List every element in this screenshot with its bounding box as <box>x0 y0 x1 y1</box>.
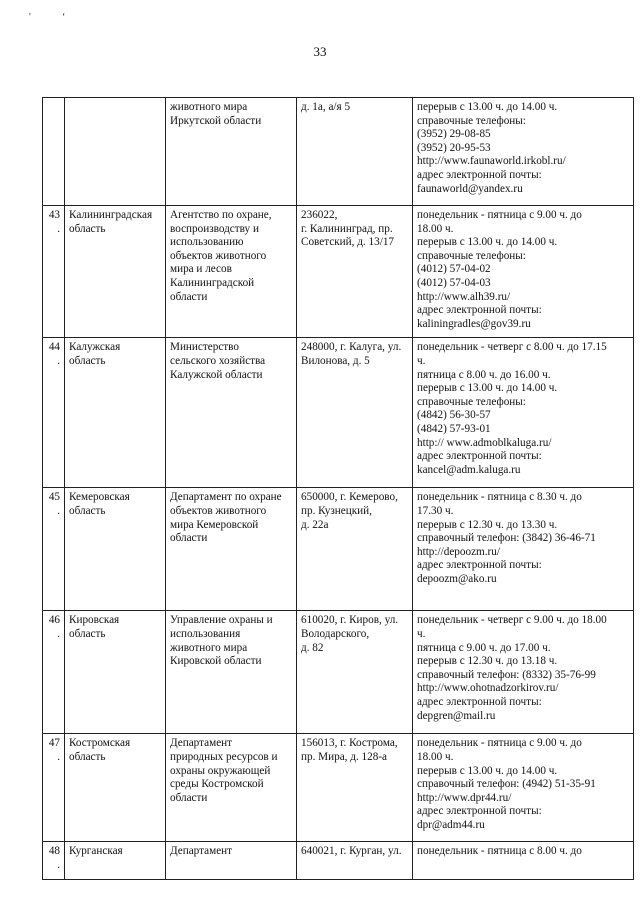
contacts-cell-line: ч. <box>417 354 426 367</box>
contacts-cell-line: адрес электронной почты: <box>417 559 542 572</box>
contacts-cell-line: (4842) 57-93-01 <box>417 422 491 435</box>
table-row <box>43 488 634 611</box>
address-cell <box>297 611 413 734</box>
agency-cell-line: Департамент <box>170 845 233 858</box>
contacts-cell-line: ч. <box>417 627 426 640</box>
agency-cell-line: охраны окружающей <box>170 764 271 777</box>
agency-cell <box>166 842 297 879</box>
contacts-cell-line: перерыв с 12.30 ч. до 13.30 ч. <box>417 518 558 531</box>
contacts-cell-line: пятница с 9.00 ч. до 17.00 ч. <box>417 641 551 654</box>
table-row <box>43 98 634 206</box>
agency-cell <box>166 734 297 842</box>
address-cell <box>297 734 413 842</box>
region-cell-line: область <box>69 354 106 367</box>
contacts-cell-line: depgren@mail.ru <box>417 709 496 722</box>
agency-cell-line: области <box>170 290 208 303</box>
contacts-cell-line: перерыв с 12.30 ч. до 13.18 ч. <box>417 655 558 668</box>
contacts-cell-line: http://www.faunaworld.irkobl.ru/ <box>417 155 566 168</box>
agency-cell-line: Управление охраны и <box>170 614 273 627</box>
contacts-cell-line: понедельник - четверг с 9.00 ч. до 18.00 <box>417 614 607 627</box>
region-cell-line: область <box>69 504 106 517</box>
row-number: 47. <box>43 734 65 842</box>
agency-cell-line: Департамент по охране <box>170 491 282 504</box>
region-cell-line: Калининградская <box>69 209 153 221</box>
agency-cell-line: использования <box>170 627 241 640</box>
address-cell <box>297 206 413 338</box>
contacts-cell <box>413 98 634 206</box>
contacts-cell-line: (3952) 20-95-53 <box>417 141 491 154</box>
contacts-cell-line: справочный телефон: (8332) 35-76-99 <box>417 668 596 681</box>
row-number: 45. <box>43 488 65 611</box>
agency-cell-line: объектов животного <box>170 249 267 262</box>
region-cell <box>65 206 166 338</box>
address-cell <box>297 98 413 206</box>
address-cell <box>297 338 413 488</box>
contacts-cell-line: понедельник - пятница с 8.00 ч. до <box>417 845 582 858</box>
agency-cell-line: области <box>170 791 208 804</box>
row-number: 48. <box>43 842 65 879</box>
table-row <box>43 206 634 338</box>
address-cell-line: Советский, д. 13/17 <box>301 236 395 249</box>
contacts-cell <box>413 488 634 611</box>
table-row <box>43 842 634 879</box>
contacts-cell-line: адрес электронной почты: <box>417 805 542 818</box>
contacts-cell-line: справочный телефон: (3842) 36-46-71 <box>417 532 596 545</box>
contacts-cell-line: справочный телефон: (4942) 51-35-91 <box>417 778 596 791</box>
region-cell <box>65 842 166 879</box>
region-cell-line: Курганская <box>69 845 123 858</box>
contacts-cell-line: kancel@adm.kaluga.ru <box>417 463 521 476</box>
contacts-cell-line: 18.00 ч. <box>417 222 454 235</box>
agency-cell <box>166 206 297 338</box>
contacts-cell <box>413 611 634 734</box>
contacts-cell <box>413 338 634 488</box>
scan-mark-right: ‘ <box>62 12 66 23</box>
region-cell <box>65 338 166 488</box>
contacts-cell <box>413 734 634 842</box>
contacts-cell-line: перерыв с 13.00 ч. до 14.00 ч. <box>417 382 558 395</box>
agency-cell-line: воспроизводству и <box>170 222 259 235</box>
registry-body <box>43 98 634 880</box>
row-number: 44. <box>43 338 65 488</box>
contacts-cell-line: 18.00 ч. <box>417 750 454 763</box>
address-cell-line: 248000, г. Калуга, ул. <box>301 341 402 354</box>
contacts-cell-line: (4012) 57-04-03 <box>417 276 491 289</box>
contacts-cell-line: справочные телефоны: <box>417 395 526 408</box>
contacts-cell-line: понедельник - четверг с 8.00 ч. до 17.15 <box>417 341 607 354</box>
agency-cell <box>166 98 297 206</box>
contacts-cell-line: перерыв с 13.00 ч. до 14.00 ч. <box>417 764 558 777</box>
contacts-cell-line: http://www.ohotnadzorkirov.ru/ <box>417 682 559 695</box>
contacts-cell-line: http:// www.admoblkaluga.ru/ <box>417 436 552 449</box>
region-cell-line: Кировская <box>69 614 120 627</box>
agency-cell-line: области <box>170 532 208 545</box>
contacts-cell-line: (4842) 56-30-57 <box>417 409 491 422</box>
contacts-cell <box>413 842 634 879</box>
contacts-cell-line: http://www.dpr44.ru/ <box>417 791 512 804</box>
address-cell-line: Володарского, <box>301 627 370 640</box>
contacts-cell-line: адрес электронной почты: <box>417 304 542 317</box>
agency-cell-line: Кировской области <box>170 655 262 668</box>
agency-cell-line: сельского хозяйства <box>170 354 266 367</box>
agency-cell <box>166 488 297 611</box>
row-number <box>43 98 65 206</box>
contacts-cell-line: (4012) 57-04-02 <box>417 263 491 276</box>
address-cell-line: 156013, г. Кострома, <box>301 737 398 750</box>
row-number: 46. <box>43 611 65 734</box>
contacts-cell-line: пятница с 8.00 ч. до 16.00 ч. <box>417 368 551 381</box>
region-cell-line: область <box>69 627 106 640</box>
region-cell-line: Кемеровская <box>69 491 130 504</box>
contacts-cell-line: dpr@adm44.ru <box>417 818 485 831</box>
contacts-cell-line: справочные телефоны: <box>417 114 526 127</box>
row-number: 43. <box>43 206 65 338</box>
contacts-cell <box>413 206 634 338</box>
address-cell <box>297 842 413 879</box>
contacts-cell-line: kaliningradles@gov39.ru <box>417 317 531 330</box>
agency-cell-line: Агентство по охране, <box>170 209 272 221</box>
agency-cell-line: Калужской области <box>170 368 263 381</box>
region-cell-line: область <box>69 750 106 763</box>
region-cell-line: Калужская <box>69 341 121 354</box>
agency-cell-line: природных ресурсов и <box>170 750 278 763</box>
agency-cell-line: Иркутской области <box>170 114 262 127</box>
address-cell-line: пр. Кузнецкий, <box>301 504 372 517</box>
contacts-cell-line: depoozm@ako.ru <box>417 572 497 585</box>
region-cell <box>65 734 166 842</box>
agency-registry-table <box>42 97 634 880</box>
table-row <box>43 338 634 488</box>
agency-cell-line: мира и лесов <box>170 263 232 276</box>
contacts-cell-line: понедельник - пятница с 9.00 ч. до <box>417 209 582 221</box>
address-cell <box>297 488 413 611</box>
contacts-cell-line: понедельник - пятница с 8.30 ч. до <box>417 491 582 504</box>
contacts-cell-line: понедельник - пятница с 9.00 ч. до <box>417 737 582 750</box>
agency-cell-line: Министерство <box>170 341 239 354</box>
contacts-cell-line: адрес электронной почты: <box>417 168 542 181</box>
address-cell-line: пр. Мира, д. 128-а <box>301 750 388 763</box>
agency-cell-line: Калининградской <box>170 276 255 289</box>
region-cell-line: Костромская <box>69 737 131 750</box>
table-row <box>43 734 634 842</box>
contacts-cell-line: справочные телефоны: <box>417 249 526 262</box>
table-row <box>43 611 634 734</box>
address-cell-line: 236022, <box>301 209 338 221</box>
agency-cell <box>166 611 297 734</box>
address-cell-line: 610020, г. Киров, ул. <box>301 614 399 627</box>
contacts-cell-line: перерыв с 13.00 ч. до 14.00 ч. <box>417 101 558 113</box>
region-cell <box>65 488 166 611</box>
contacts-cell-line: http://www.alh39.ru/ <box>417 290 511 303</box>
contacts-cell-line: адрес электронной почты: <box>417 450 542 463</box>
contacts-cell-line: faunaworld@yandex.ru <box>417 182 523 195</box>
contacts-cell-line: http://depoozm.ru/ <box>417 545 500 558</box>
agency-cell-line: среды Костромской <box>170 778 264 791</box>
region-cell <box>65 611 166 734</box>
address-cell-line: д. 22а <box>301 518 329 531</box>
agency-cell-line: мира Кемеровской <box>170 518 259 531</box>
scan-mark-left: ' <box>29 12 31 23</box>
contacts-cell-line: (3952) 29-08-85 <box>417 128 491 141</box>
address-cell-line: Вилонова, д. 5 <box>301 354 370 367</box>
address-cell-line: 640021, г. Курган, ул. <box>301 845 402 858</box>
address-cell-line: д. 1а, а/я 5 <box>301 101 351 113</box>
page-number: 33 <box>313 44 327 59</box>
agency-cell-line: объектов животного <box>170 504 267 517</box>
region-cell <box>65 98 166 206</box>
address-cell-line: д. 82 <box>301 641 324 654</box>
address-cell-line: 650000, г. Кемерово, <box>301 491 398 504</box>
agency-cell-line: использованию <box>170 236 244 249</box>
agency-cell-line: Департамент <box>170 737 233 750</box>
agency-cell-line: животного мира <box>170 641 248 654</box>
address-cell-line: г. Калининград, пр. <box>301 222 393 235</box>
contacts-cell-line: адрес электронной почты: <box>417 695 542 708</box>
agency-cell <box>166 338 297 488</box>
agency-cell-line: животного мира <box>170 101 248 113</box>
contacts-cell-line: перерыв с 13.00 ч. до 14.00 ч. <box>417 236 558 249</box>
region-cell-line: область <box>69 222 106 235</box>
contacts-cell-line: 17.30 ч. <box>417 504 454 517</box>
